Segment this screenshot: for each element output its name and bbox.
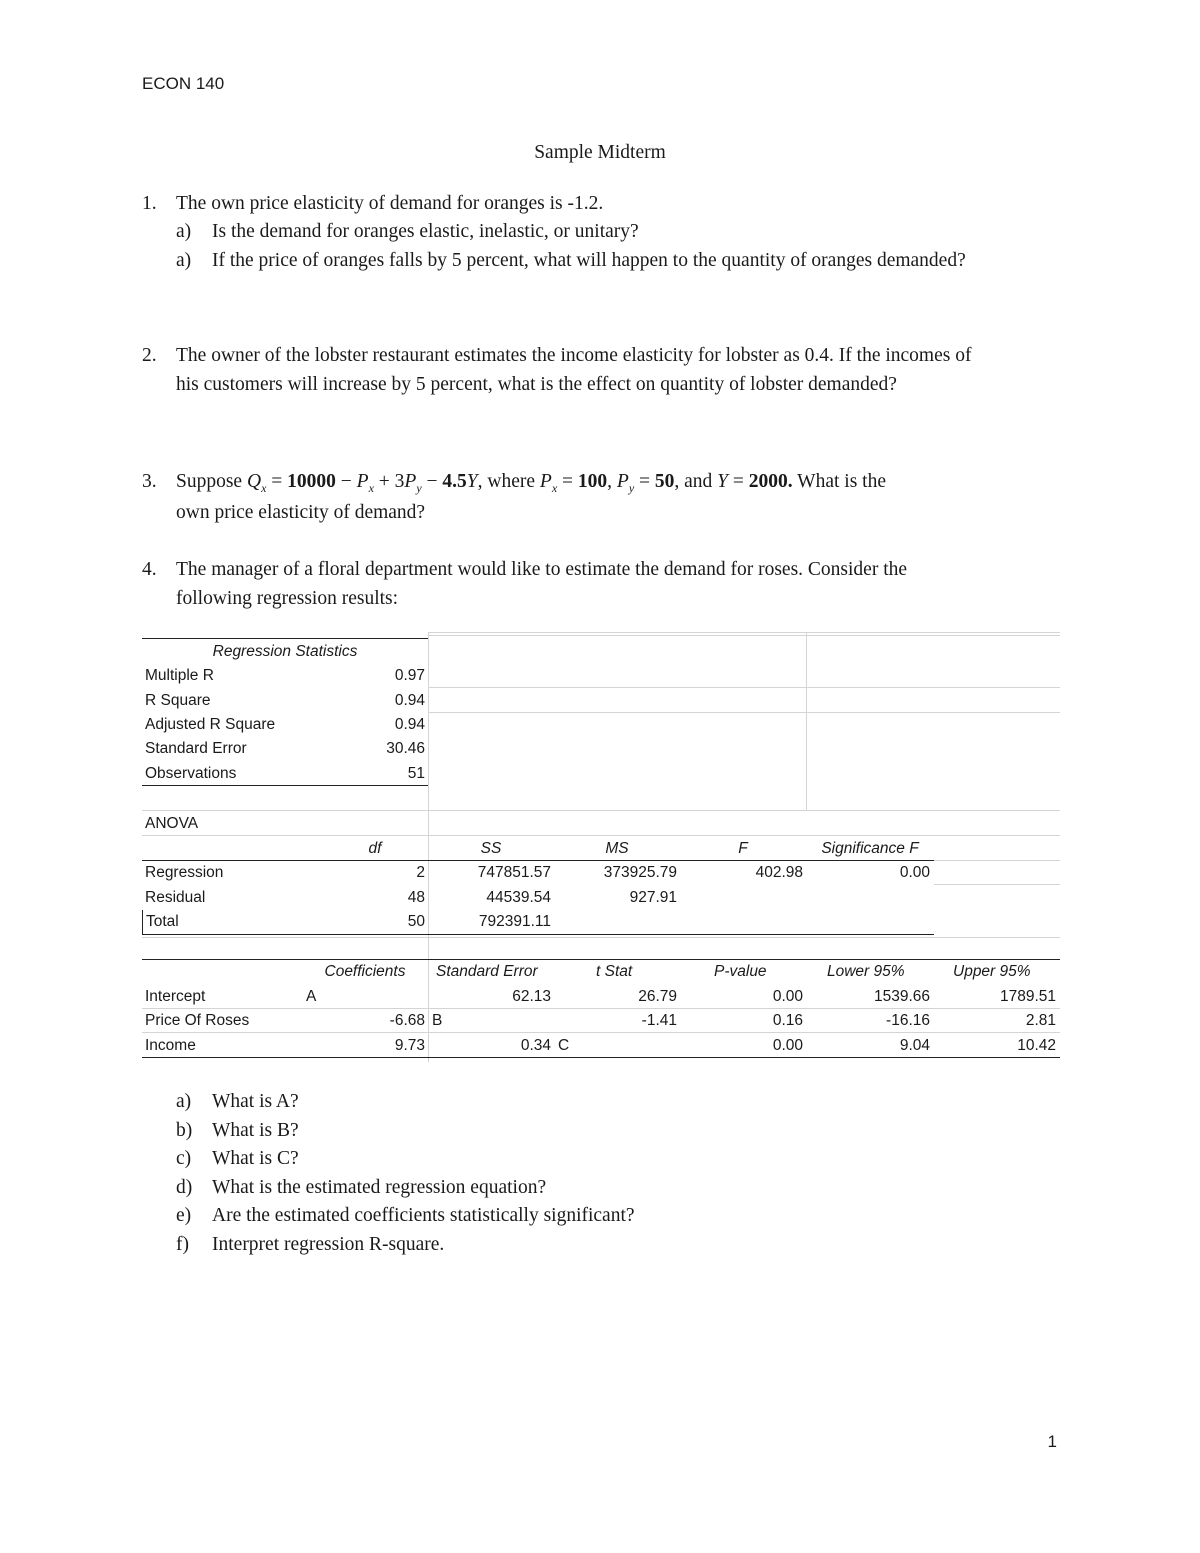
- coef-p: 0.00: [772, 1037, 803, 1054]
- eq-py-sub: y: [416, 480, 422, 495]
- w-y: Y: [717, 471, 729, 492]
- anova-f: 402.98: [755, 864, 803, 881]
- stat-label: Adjusted R Square: [145, 716, 276, 733]
- stat-value: 0.94: [394, 716, 425, 733]
- stat-value: 51: [407, 765, 425, 782]
- part-text: If the price of oranges falls by 5 percent, what will happen to the quantity of oranges demanded?: [212, 250, 966, 271]
- coef-marker-c: C: [558, 1037, 570, 1054]
- eq-p: P: [356, 471, 369, 492]
- w-comma: ,: [607, 471, 617, 492]
- part-label: a): [176, 1091, 192, 1112]
- eq-q-sub: x: [261, 480, 267, 495]
- eq-plus3: + 3: [373, 471, 405, 492]
- stat-value: 0.94: [394, 692, 425, 709]
- question-number: 1.: [142, 193, 157, 214]
- part-label: f): [176, 1234, 189, 1255]
- question-text-line-2: his customers will increase by 5 percent, what is the effect on quantity of lobster demanded?: [176, 374, 897, 395]
- coef-header-coefficients: Coefficients: [324, 963, 406, 980]
- coef-value-a: A: [306, 988, 317, 1005]
- coef-upper: 2.81: [1025, 1012, 1056, 1029]
- stat-value: 30.46: [386, 740, 425, 757]
- coef-lower: 1539.66: [873, 988, 930, 1005]
- where-text: , where: [477, 471, 540, 492]
- coef-upper: 10.42: [1017, 1037, 1056, 1054]
- grid-line: [142, 910, 143, 934]
- part-text: What is A?: [212, 1091, 299, 1112]
- anova-row-label: Regression: [145, 864, 224, 881]
- anova-ss: 747851.57: [477, 864, 551, 881]
- anova-df: 48: [407, 889, 425, 906]
- coef-p: 0.16: [772, 1012, 803, 1029]
- table-border: [142, 638, 428, 639]
- anova-df: 50: [407, 913, 425, 930]
- grid-line: [142, 937, 1060, 938]
- coef-lower: -16.16: [886, 1012, 930, 1029]
- w-py: P: [616, 471, 629, 492]
- question-text-line-2: following regression results:: [176, 588, 399, 609]
- anova-ms: 927.91: [629, 889, 677, 906]
- w-100: 100: [577, 471, 608, 492]
- part-text: What is C?: [212, 1148, 299, 1169]
- question-text-line-2: own price elasticity of demand?: [176, 502, 426, 523]
- anova-header-significance-f: Significance F: [821, 840, 919, 857]
- coef-value: -6.68: [389, 1012, 425, 1029]
- coef-se: 62.13: [512, 988, 551, 1005]
- eq-py: P: [404, 471, 417, 492]
- eq-10000: 10000: [287, 471, 336, 492]
- part-text: What is the estimated regression equation?: [212, 1177, 547, 1198]
- coef-row-label: Intercept: [145, 988, 206, 1005]
- stat-label: Multiple R: [145, 667, 214, 684]
- w-p-sub: x: [551, 480, 558, 495]
- coef-t: 26.79: [638, 988, 677, 1005]
- question-text: The own price elasticity of demand for oranges is -1.2.: [176, 193, 604, 214]
- anova-header-ss: SS: [480, 840, 502, 857]
- anova-sig: 0.00: [899, 864, 930, 881]
- coef-t: -1.41: [641, 1012, 677, 1029]
- coef-row-label: Income: [145, 1037, 196, 1054]
- w-p: P: [539, 471, 552, 492]
- grid-line: [428, 635, 1060, 636]
- anova-ms: 373925.79: [603, 864, 677, 881]
- table-border: [142, 860, 934, 861]
- grid-line: [934, 860, 1060, 861]
- eq-equals: =: [266, 471, 288, 492]
- coef-p: 0.00: [772, 988, 803, 1005]
- grid-line: [428, 632, 1060, 633]
- question-number: 2.: [142, 345, 157, 366]
- w-eq2: =: [634, 471, 655, 492]
- anova-ss: 792391.11: [478, 913, 551, 930]
- question-number: 3.: [142, 471, 157, 492]
- part-text: Is the demand for oranges elastic, inelastic, or unitary?: [212, 221, 639, 242]
- table-border: [142, 785, 428, 786]
- anova-header-ms: MS: [605, 840, 629, 857]
- w-2000: 2000.: [748, 471, 793, 492]
- stat-label: R Square: [145, 692, 211, 709]
- eq-45: 4.5: [442, 471, 467, 492]
- eq-q: Q: [246, 471, 262, 492]
- w-and: , and: [674, 471, 718, 492]
- table-border: [142, 1057, 1060, 1058]
- anova-row-label: Residual: [145, 889, 206, 906]
- coef-header-standard-error: Standard Error: [436, 963, 538, 980]
- coef-marker-b: B: [432, 1012, 443, 1029]
- w-eq1: =: [557, 471, 578, 492]
- grid-line: [806, 632, 807, 810]
- course-header: ECON 140: [142, 74, 225, 93]
- grid-line: [142, 835, 1060, 836]
- eq-y: Y: [466, 471, 478, 492]
- coef-header-upper-95: Upper 95%: [953, 963, 1031, 980]
- coef-value: 9.73: [394, 1037, 425, 1054]
- eq-minus2: −: [421, 471, 443, 492]
- grid-line: [142, 1008, 1060, 1009]
- part-label: c): [176, 1148, 192, 1169]
- w-50: 50: [654, 471, 675, 492]
- part-label: d): [176, 1177, 193, 1198]
- table-border: [142, 934, 934, 935]
- anova-df: 2: [416, 864, 425, 881]
- coef-header-p-value: P-value: [714, 963, 767, 980]
- anova-ss: 44539.54: [486, 889, 551, 906]
- regression-output-table: [142, 632, 1060, 1062]
- grid-line: [934, 884, 1060, 885]
- grid-line: [142, 1032, 1060, 1033]
- w-py-sub: y: [628, 480, 635, 495]
- table-border: [142, 959, 1060, 960]
- grid-line: [428, 687, 1060, 688]
- stat-label: Standard Error: [145, 740, 247, 757]
- suppose-text: Suppose: [176, 471, 243, 492]
- coef-upper: 1789.51: [999, 988, 1056, 1005]
- w-eq3: =: [728, 471, 749, 492]
- part-label: a): [176, 221, 192, 242]
- grid-line: [142, 810, 1060, 811]
- anova-row-label: Total: [146, 913, 179, 930]
- part-label: b): [176, 1120, 193, 1141]
- coef-header-t-stat: t Stat: [596, 963, 633, 980]
- question-equation-line: [176, 471, 886, 496]
- part-label: e): [176, 1205, 192, 1226]
- tail-text: What is the: [792, 471, 886, 492]
- page-title: Sample Midterm: [534, 142, 666, 163]
- question-number: 4.: [142, 559, 157, 580]
- grid-line: [428, 712, 1060, 713]
- eq-minus: −: [335, 471, 357, 492]
- coef-header-lower-95: Lower 95%: [827, 963, 905, 980]
- stat-value: 0.97: [394, 667, 425, 684]
- anova-title: ANOVA: [145, 815, 199, 832]
- stat-label: Observations: [145, 765, 237, 782]
- coef-se: 0.34: [520, 1037, 551, 1054]
- page-number: 1: [1047, 1432, 1057, 1451]
- anova-header-df: df: [368, 840, 382, 857]
- part-label: a): [176, 250, 192, 271]
- part-text: What is B?: [212, 1120, 299, 1141]
- part-text: Interpret regression R-square.: [212, 1234, 445, 1255]
- anova-header-f: F: [738, 840, 748, 857]
- question-text-line-1: The owner of the lobster restaurant estimates the income elasticity for lobster as 0.4. If the incomes of: [176, 345, 972, 366]
- stats-title: Regression Statistics: [212, 643, 358, 660]
- question-text-line-1: The manager of a floral department would like to estimate the demand for roses. Consider the: [176, 559, 908, 580]
- coef-row-label: Price Of Roses: [145, 1012, 250, 1029]
- part-text: Are the estimated coefficients statistically significant?: [212, 1205, 635, 1226]
- coef-lower: 9.04: [899, 1037, 930, 1054]
- eq-p-sub: x: [368, 480, 374, 495]
